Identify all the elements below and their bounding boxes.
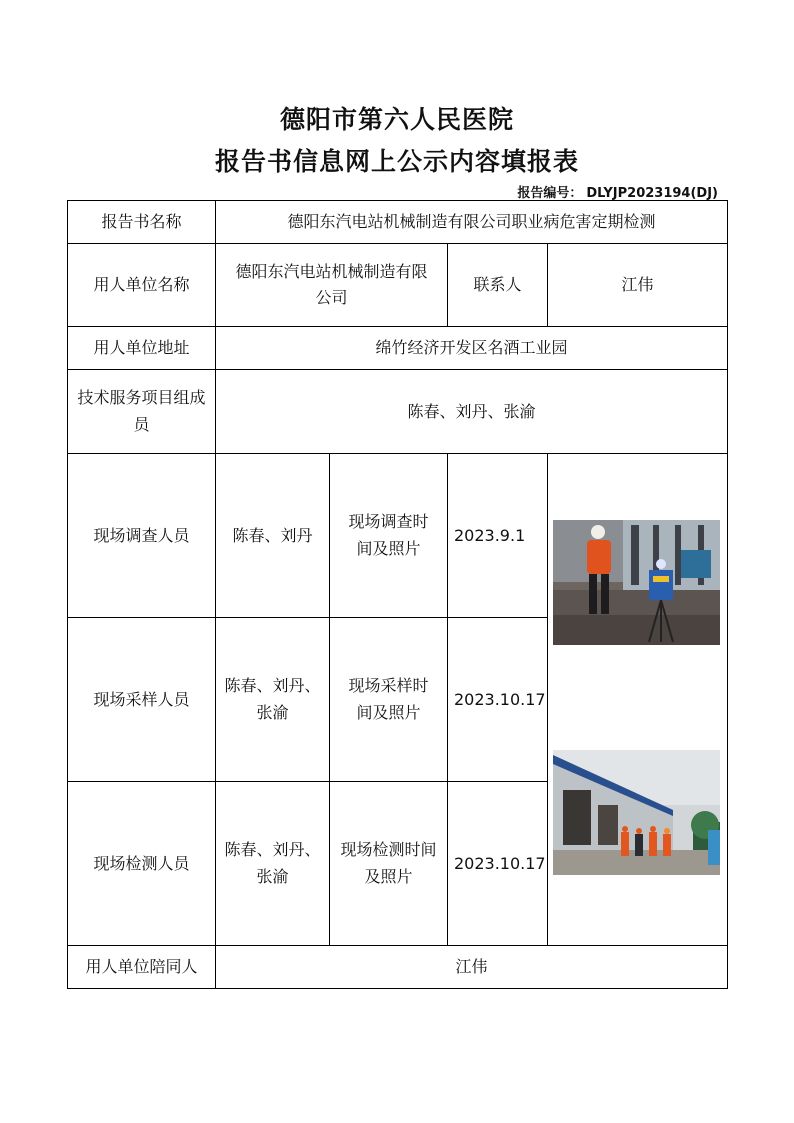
page-subtitle: 报告书信息网上公示内容填报表: [214, 147, 579, 176]
survey-photo: [553, 520, 720, 645]
sampling-label: 现场采样人员: [68, 618, 216, 782]
contact-value: 江伟: [548, 244, 728, 327]
sampling-date: 2023.10.17: [448, 618, 548, 782]
address-label: 用人单位地址: [68, 327, 216, 370]
testing-photo: [553, 750, 720, 875]
sampling-time-label: 现场采样时间及照片: [330, 618, 448, 782]
contact-label: 联系人: [448, 244, 548, 327]
report-name-label: 报告书名称: [68, 201, 216, 244]
escort-label: 用人单位陪同人: [68, 946, 216, 989]
survey-time-label: 现场调查时间及照片: [330, 454, 448, 618]
testing-time-label: 现场检测时间及照片: [330, 782, 448, 946]
testing-date: 2023.10.17: [448, 782, 548, 946]
employer-value: 德阳东汽电站机械制造有限公司: [216, 244, 448, 327]
survey-label: 现场调查人员: [68, 454, 216, 618]
survey-date: 2023.9.1: [448, 454, 548, 618]
report-number-label: 报告编号：: [517, 186, 583, 201]
employer-label: 用人单位名称: [68, 244, 216, 327]
report-number-value: DLYJP2023194(DJ): [586, 186, 718, 201]
team-label: 技术服务项目组成员: [68, 370, 216, 454]
survey-staff: 陈春、刘丹: [216, 454, 330, 618]
team-value: 陈春、刘丹、张渝: [216, 370, 728, 454]
page-title: 德阳市第六人民医院: [279, 105, 514, 134]
report-number: [517, 182, 718, 201]
sampling-staff: 陈春、刘丹、张渝: [216, 618, 330, 782]
testing-staff: 陈春、刘丹、张渝: [216, 782, 330, 946]
report-name-value: 德阳东汽电站机械制造有限公司职业病危害定期检测: [216, 201, 728, 244]
address-value: 绵竹经济开发区名酒工业园: [216, 327, 728, 370]
escort-value: 江伟: [216, 946, 728, 989]
testing-label: 现场检测人员: [68, 782, 216, 946]
